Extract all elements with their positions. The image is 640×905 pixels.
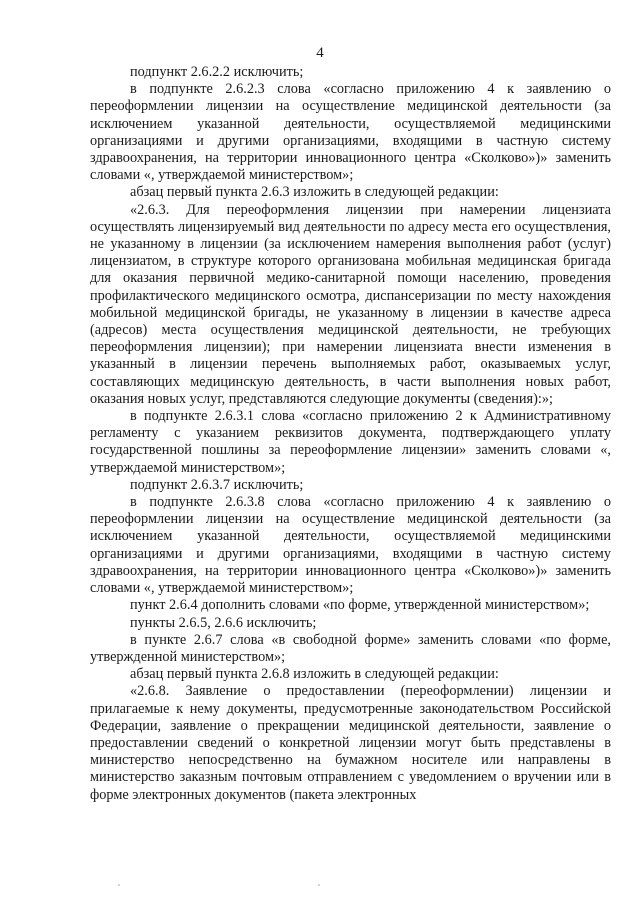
paragraph-points-2-6-5-2-6-6: пункты 2.6.5, 2.6.6 исключить;	[130, 614, 317, 631]
paragraph-point-2-6-8-intro: абзац первый пункта 2.6.8 изложить в следующей редакции:	[130, 666, 499, 683]
paragraph-point-2-6-7: в пункте 2.6.7 слова «в свободной форме» заменить словами «по форме, утвержденной министерством»;	[90, 631, 611, 665]
scan-speck	[118, 884, 120, 886]
paragraph-subpoint-2-6-2-2: подпункт 2.6.2.2 исключить;	[130, 64, 304, 80]
scan-speck	[318, 884, 320, 886]
paragraph-point-2-6-8-text: «2.6.8. Заявление о предоставлении (переоформлении) лицензии и прилагаемые к нему документы, предусмотренные законодательством Российской Федерации, заявление о прекращении медицинской деятельности, заявление о предоставлении сведений о конкретной лицензии могут быть представлены в министерство непосредственно на бумажном носителе или направлены в министерство заказным почтовым отправлением с уведомлением о вручении или в форме электронных документов (пакета электронных	[90, 683, 611, 803]
page-number: 4	[316, 45, 324, 61]
paragraph-subpoint-2-6-2-3: в подпункте 2.6.2.3 слова «согласно приложению 4 к заявлению о переоформлении лицензии на осуществление медицинской деятельности (за исключением указанной деятельности, осуществляемой медицинскими организациями и другими организациями, входящими в частную систему здравоохранения, на территории инновационного центра «Сколково»)» заменить словами «, утверждаемой министерством»;	[90, 81, 611, 184]
paragraph-subpoint-2-6-3-8: в подпункте 2.6.3.8 слова «согласно приложению 4 к заявлению о переоформлении лицензии на осуществление медицинской деятельности (за исключением указанной деятельности, осуществляемой медицинскими организациями и другими организациями, входящими в частную систему здравоохранения, на территории инновационного центра «Сколково»)» заменить словами «, утверждаемой министерством»;	[90, 494, 611, 597]
paragraph-point-2-6-3-text: «2.6.3. Для переоформления лицензии при намерении лицензиата осуществлять лицензируемый вид деятельности по адресу места его осуществления, не указанному в лицензии (за исключением намерения выполнения работ (услуг) лицензиатом, в структуре которого организована мобильная медицинская бригада для оказания первичной медико-санитарной помощи населению, проведения профилактического медицинского осмотра, диспансеризации по месту нахождения мобильной медицинской бригады, не указанному в лицензии в качестве адреса (адресов) места осуществления медицинской деятельности, не требующих переоформления лицензии); при намерении лицензиата внести изменения в указанный в лицензии перечень выполняемых работ, оказываемых услуг, составляющих медицинскую деятельность, в части выполнения новых работ, оказания новых услуг, представляются следующие документы (сведения):»;	[90, 201, 611, 407]
document-body	[90, 64, 611, 804]
paragraph-subpoint-2-6-3-1: в подпункте 2.6.3.1 слова «согласно приложению 2 к Административному регламенту с указанием реквизитов документа, подтверждающего уплату государственной пошлины за переоформление лицензии» заменить словами «, утверждаемой министерством»;	[90, 408, 611, 476]
paragraph-point-2-6-4: пункт 2.6.4 дополнить словами «по форме, утвержденной министерством»;	[130, 597, 590, 614]
paragraph-point-2-6-3-intro: абзац первый пункта 2.6.3 изложить в следующей редакции:	[130, 184, 499, 201]
paragraph-subpoint-2-6-3-7: подпункт 2.6.3.7 исключить;	[130, 476, 304, 493]
